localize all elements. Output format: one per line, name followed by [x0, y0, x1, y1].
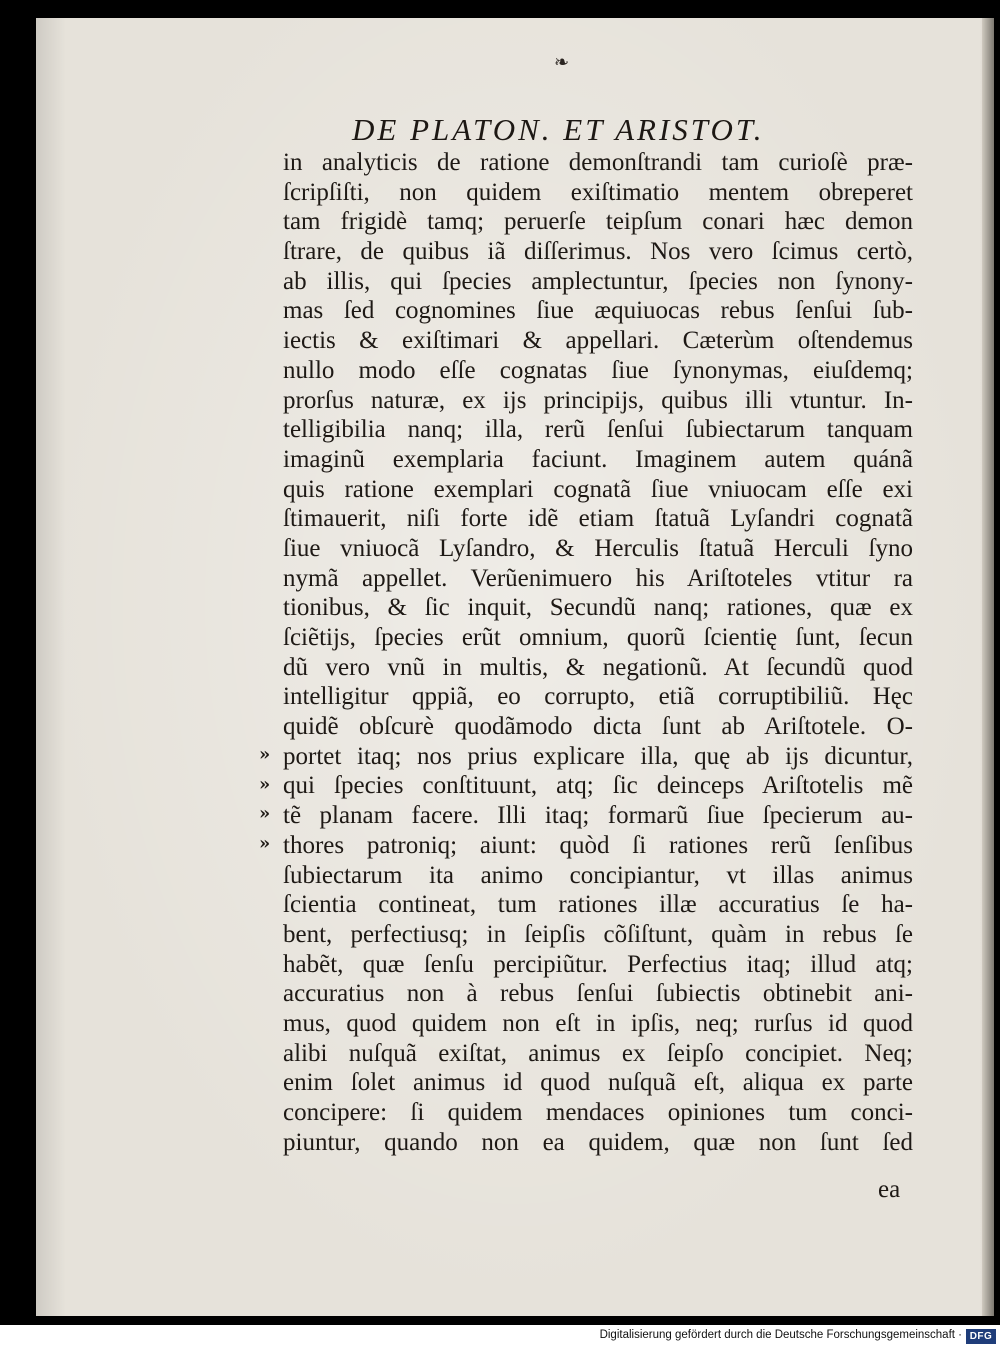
credit-bar [0, 1325, 1000, 1349]
text-line-33: concipere: ſi quidem mendaces opiniones tum conci- [283, 1099, 913, 1126]
running-head: DE PLATON. ET ARISTOT. [352, 112, 765, 147]
text-line-10: telligibilia nanq; illa, rerũ ſenſui ſubiectarum tanquam [283, 416, 913, 444]
text-line-7: iectis & exiſtimari & appellari. Cæterùm oſtendemus [283, 327, 913, 355]
text-line-6: mas ſed cognomines ſiue æquiuocas rebus ſenſui ſub- [283, 297, 913, 325]
text-line-31: alibi nuſquã exiſtat, animus ex ſeipſo concipiet. Neq; [283, 1039, 913, 1067]
margin-quote-marker-2: » [259, 774, 271, 795]
text-line-27: bent, perfectiusq; in ſeipſis cõſiſtunt, quàm in rebus ſe [283, 920, 913, 948]
text-line-19: intelligitur qppiã, eo corrupto, etiã corruptibiliũ. Hęc [283, 683, 913, 711]
text-line-29: accuratius non à rebus ſenſui ſubiectis obtinebit ani- [283, 980, 913, 1008]
text-line-1: in analyticis de ratione demonſtrandi tam curioſè præ- [283, 149, 913, 176]
text-line-30: mus, quod quidem non eſt in ipſis, neq; rurſus id quod [283, 1009, 913, 1037]
text-line-28: habẽt, quæ ſenſu percipiũtur. Perfectius itaq; illud atq; [283, 950, 913, 978]
text-line-15: nymã appellet. Verũenimuero his Ariſtoteles vtitur ra [283, 564, 913, 592]
text-line-13: ſtimauerit, niſi forte idẽ etiam ſtatuã Lyſandri cognatã [283, 505, 913, 533]
funding-credit: Digitalisierung gefördert durch die Deutsche Forschungsgemeinschaft · [599, 1329, 962, 1341]
text-line-2: ſcripſiſti, non quidem exiſtimatio mentem obreperet [283, 178, 913, 206]
text-line-20: quidẽ obſcurè quodãmodo dicta ſunt ab Ariſtotele. O- [283, 713, 913, 741]
text-line-26: ſcientia contineat, tum rationes illæ accuratius ſe ha- [283, 891, 913, 919]
text-block [259, 148, 913, 1157]
text-line-17: ſciẽtijs, ſpecies erũt omnium, quorũ ſcientię ſunt, ſecun [283, 624, 913, 651]
dfg-logo-icon[interactable]: DFG [966, 1329, 996, 1344]
text-line-22: qui ſpecies conſtituunt, atq; ſic deinceps Ariſtotelis mẽ [283, 772, 913, 800]
text-line-3: tam frigidè tamq; peruerſe teipſum conari hæc demon [283, 208, 913, 236]
margin-quote-marker-1: » [259, 744, 271, 765]
text-line-4: ſtrare, de quibus iã diſſerimus. Nos vero ſcimus certò, [283, 238, 913, 266]
text-line-12: quis ratione exemplari cognatã ſiue vniuocam eſſe exi [283, 475, 913, 503]
text-line-16: tionibus, & ſic inquit, Secundũ nanq; rationes, quæ ex [283, 594, 913, 622]
text-line-5: ab illis, qui ſpecies amplectuntur, ſpecies non ſynony- [283, 267, 913, 295]
text-line-9: prorſus naturæ, ex ijs principijs, quibus illi vtuntur. In- [283, 386, 913, 414]
text-line-11: imaginũ exemplaria faciunt. Imaginem autem quánã [283, 445, 913, 473]
text-line-32: enim ſolet animus id quod nuſquã eſt, aliqua ex parte [283, 1069, 913, 1097]
text-line-8: nullo modo eſſe cognatas ſiue ſynonymas, eiuſdemq; [283, 356, 913, 384]
margin-quote-marker-3: » [259, 803, 271, 824]
text-line-21: portet itaq; nos prius explicare illa, quę ab ijs dicuntur, [283, 742, 913, 770]
text-line-23: tẽ planam facere. Illi itaq; formarũ ſiue ſpecierum au- [283, 802, 913, 830]
catchword: ea [878, 1176, 901, 1203]
text-line-24: thores patroniq; aiunt: quòd ſi rationes rerũ ſenſibus [283, 831, 913, 859]
text-line-34: piuntur, quando non ea quidem, quæ non ſunt ſed [283, 1128, 913, 1156]
margin-quote-marker-4: » [259, 833, 271, 854]
page-edge [982, 18, 994, 1316]
text-line-25: ſubiectarum ita animo concipiantur, vt illas animus [283, 861, 913, 889]
text-line-14: ſiue vniuocã Lyſandro, & Herculis ſtatuã Herculi ſyno [283, 534, 913, 562]
text-line-18: dũ vero vnũ in multis, & negationũ. At ſecundũ quod [283, 653, 913, 681]
ornament-icon: ❧ [554, 52, 570, 73]
